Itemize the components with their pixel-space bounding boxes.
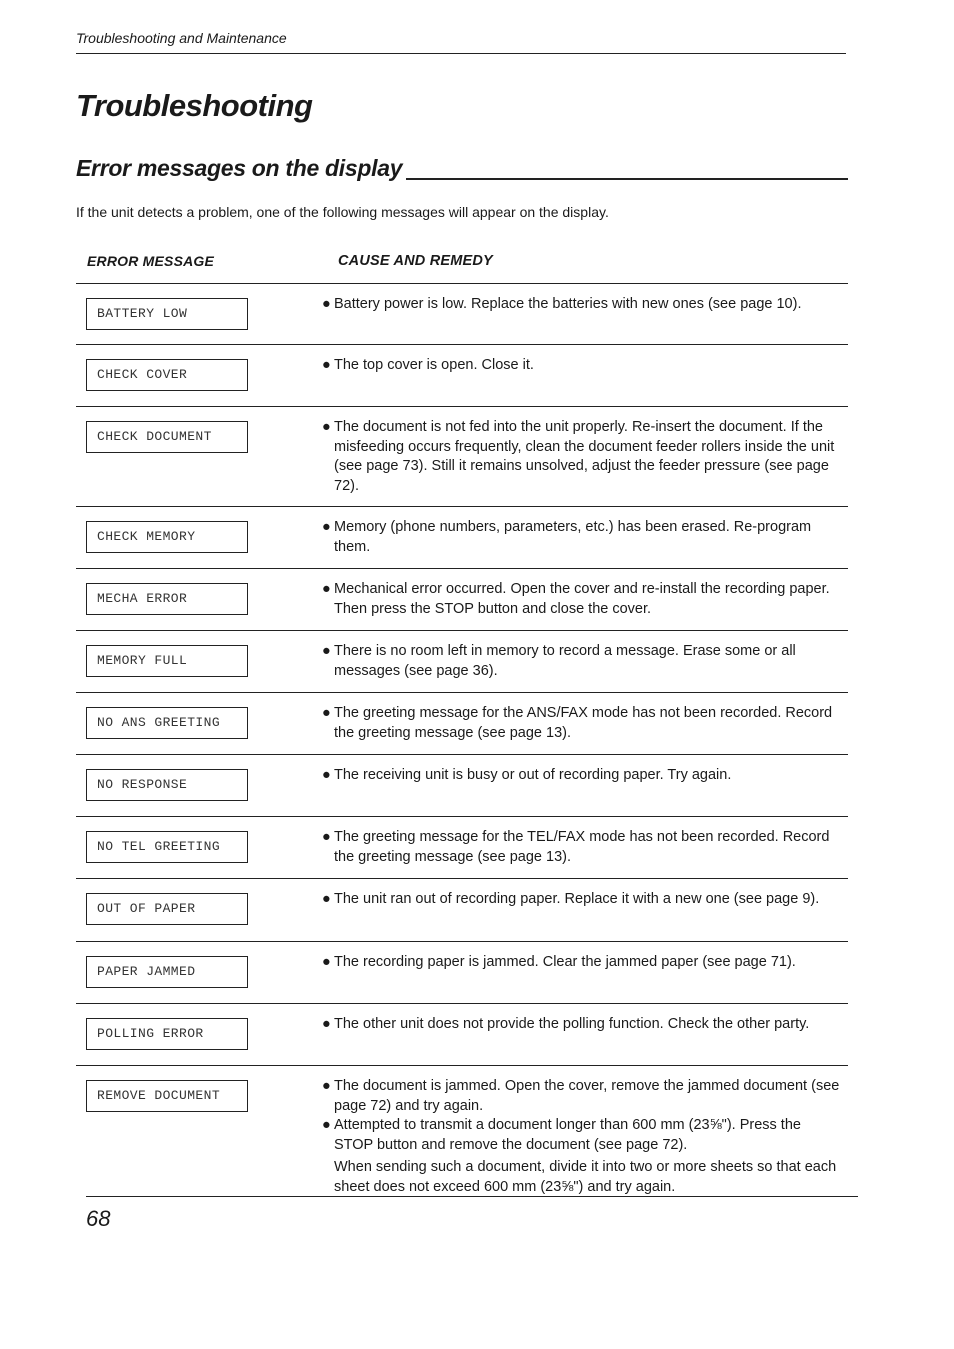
cause-item [322,1077,842,1116]
cause-text: Battery power is low. Replace the batteries with new ones (see page 10). [334,296,802,312]
lcd-message-box: REMOVE DOCUMENT [86,1080,248,1112]
table-row [76,407,848,507]
cause-text: The document is not fed into the unit properly. Re-insert the document. If the misfeeding occurs frequently, clean the document feeder rollers inside the unit (see page 73). Still it remains unsolved, adjust the feeder pressure (see page 72). [334,419,835,494]
section-subtitle-text: Error messages on the display [76,150,406,186]
bullet-icon: ● [322,296,331,312]
cause-list [322,642,842,681]
bullet-icon: ● [322,519,331,535]
cause-text: Attempted to transmit a document longer than 600 mm (23⅝"). Press the STOP button and remove the document (see page 72). [334,1117,801,1153]
cause-text: The receiving unit is busy or out of recording paper. Try again. [334,767,732,783]
cause-list [322,704,842,743]
bullet-icon: ● [322,705,331,721]
cause-text: The other unit does not provide the polling function. Check the other party. [334,1016,810,1032]
table-row [76,284,848,345]
cause-item [322,580,842,619]
intro-paragraph: If the unit detects a problem, one of the following messages will appear on the display. [76,204,609,220]
table-row [76,755,848,817]
lcd-message-box: CHECK DOCUMENT [86,421,248,453]
bullet-icon: ● [322,357,331,373]
cause-text: The document is jammed. Open the cover, remove the jammed document (see page 72) and try again. [334,1078,840,1114]
cause-list [322,953,842,973]
cause-list [322,1077,842,1197]
cause-text: There is no room left in memory to record a message. Erase some or all messages (see page 36). [334,643,796,679]
cause-item [322,642,842,681]
cause-list [322,580,842,619]
bullet-icon: ● [322,891,331,907]
column-header-error-message: ERROR MESSAGE [87,253,215,269]
cause-list [322,766,842,786]
cause-item [322,890,842,910]
table-row [76,942,848,1004]
error-table [76,283,848,1207]
table-row [76,817,848,879]
cause-list [322,418,842,496]
table-row [76,631,848,693]
cause-text: The recording paper is jammed. Clear the jammed paper (see page 71). [334,954,796,970]
lcd-message-box: CHECK COVER [86,359,248,391]
lcd-message-box: NO TEL GREETING [86,831,248,863]
cause-text: The top cover is open. Close it. [334,357,534,373]
cause-list [322,518,842,557]
lcd-message-box: NO RESPONSE [86,769,248,801]
table-row [76,879,848,942]
cause-text: The greeting message for the TEL/FAX mode has not been recorded. Record the greeting message (see page 13). [334,829,830,865]
column-header-cause-and-remedy: CAUSE AND REMEDY [338,253,493,269]
cause-item [322,828,842,867]
cause-text: Memory (phone numbers, parameters, etc.) has been erased. Re-program them. [334,519,812,555]
running-header [76,29,846,47]
lcd-message-box: PAPER JAMMED [86,956,248,988]
table-row [76,569,848,631]
bullet-icon: ● [322,829,331,845]
lcd-message-box: MEMORY FULL [86,645,248,677]
table-row [76,507,848,569]
cause-list [322,890,842,910]
bullet-icon: ● [322,954,331,970]
cause-list [322,356,842,376]
footer-rule [86,1196,858,1197]
table-row [76,1004,848,1066]
table-row [76,345,848,407]
cause-text: The greeting message for the ANS/FAX mode has not been recorded. Record the greeting message (see page 13). [334,705,833,741]
cause-list [322,295,842,315]
cause-item [322,356,842,376]
bullet-icon: ● [322,581,331,597]
cause-list [322,1015,842,1035]
cause-text: Mechanical error occurred. Open the cover and re-install the recording paper. Then press the STOP button and close the cover. [334,581,830,617]
bullet-icon: ● [322,419,331,435]
header-rule [76,53,846,54]
lcd-message-box: POLLING ERROR [86,1018,248,1050]
cause-item [322,1015,842,1035]
cause-item [322,418,842,496]
cause-text: The unit ran out of recording paper. Replace it with a new one (see page 9). [334,891,820,907]
lcd-message-box: NO ANS GREETING [86,707,248,739]
table-row [76,1066,848,1207]
cause-item [322,953,842,973]
lcd-message-box: CHECK MEMORY [86,521,248,553]
cause-note: When sending such a document, divide it into two or more sheets so that each sheet does not exceed 600 mm (23⅝") and try again. [334,1159,837,1195]
section-subtitle [76,150,848,186]
table-row [76,693,848,755]
bullet-icon: ● [322,767,331,783]
cause-item [322,295,842,315]
bullet-icon: ● [322,1117,331,1133]
cause-item [322,518,842,557]
bullet-icon: ● [322,1078,331,1094]
lcd-message-box: OUT OF PAPER [86,893,248,925]
lcd-message-box: MECHA ERROR [86,583,248,615]
bullet-icon: ● [322,1016,331,1032]
cause-item [322,766,842,786]
cause-list [322,828,842,867]
cause-item [322,704,842,743]
page-title: Troubleshooting [76,88,313,123]
cause-item [322,1116,842,1155]
running-header-text: Troubleshooting and Maintenance [76,30,287,46]
page-number: 68 [86,1206,111,1231]
bullet-icon: ● [322,643,331,659]
lcd-message-box: BATTERY LOW [86,298,248,330]
